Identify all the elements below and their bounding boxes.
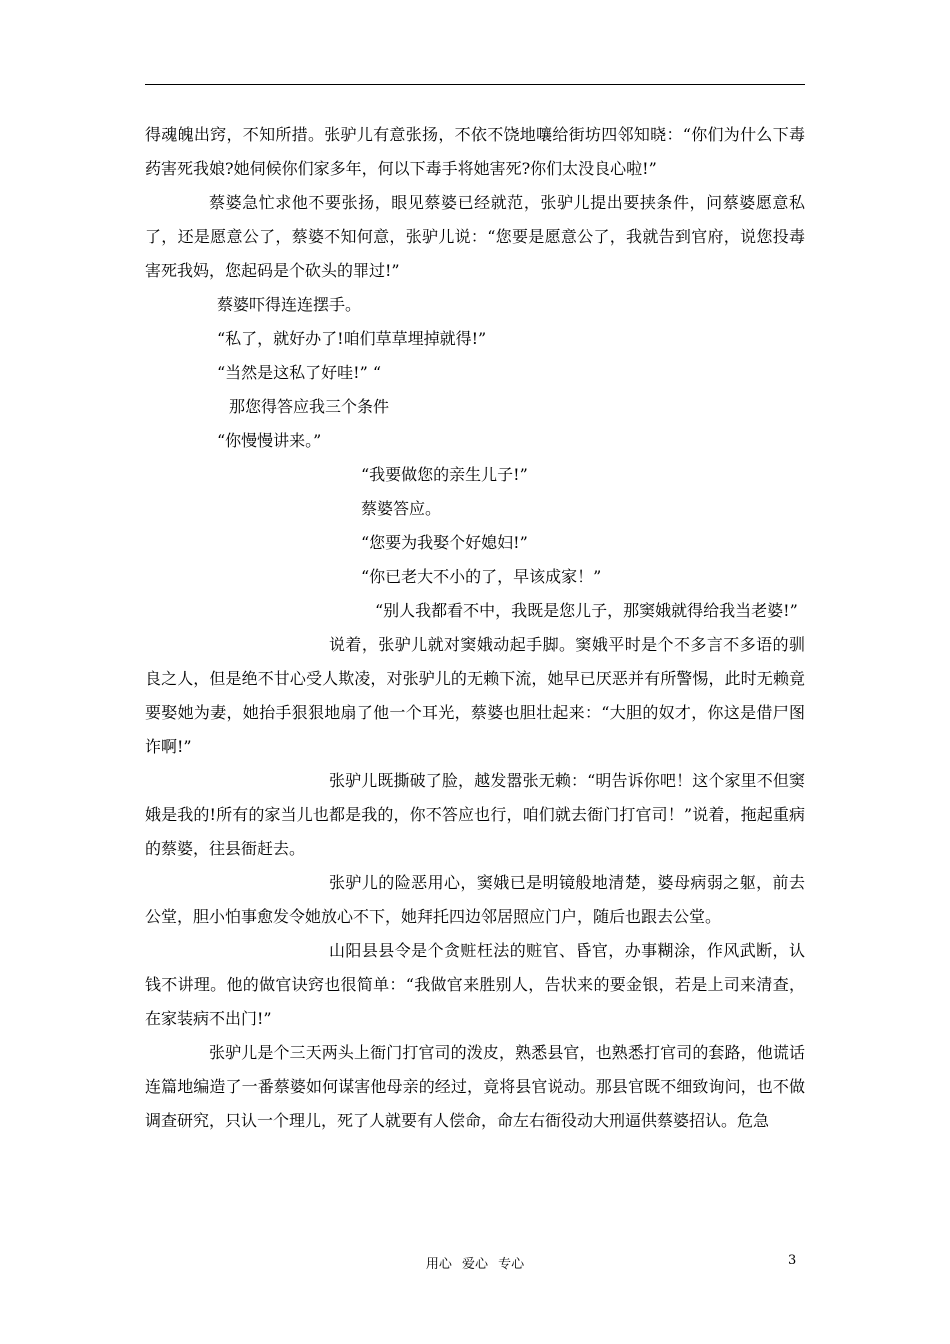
paragraph-2: 蔡婆急忙求他不要张扬，眼见蔡婆已经就范，张驴儿提出要挟条件，问蔡婆愿意私了，还是愿意公了，蔡婆不知何意，张驴儿说：“您要是愿意公了，我就告到官府，说您投毒害死我妈，您起码是个砍头的罪过!” [145,193,805,280]
dialogue-line-9: “别人我都看不中，我既是您儿子，那窦娥就得给我当老婆!” [375,601,798,620]
paragraph-3: 蔡婆吓得连连摆手。 [217,295,362,314]
paragraph-6: 张驴儿的险恶用心，窦娥已是明镜般地清楚，婆母病弱之躯，前去公堂，胆小怕事愈发令她放心不下，她拜托四边邻居照应门户，随后也跟去公堂。 [145,873,805,926]
dialogue-line-2: “当然是这私了好哇!” “ [217,363,382,382]
paragraph-5: 张驴儿既撕破了脸，越发嚣张无赖：“明告诉你吧！这个家里不但窦娥是我的!所有的家当儿也都是我的，你不答应也行，咱们就去衙门打官司！”说着，拖起重病的蔡婆，往县衙赶去。 [145,771,805,858]
paragraph-8: 张驴儿是个三天两头上衙门打官司的泼皮，熟悉县官，也熟悉打官司的套路，他谎话连篇地编造了一番蔡婆如何谋害他母亲的经过，竟将县官说动。那县官既不细致询问，也不做调查研究，只认一个理儿，死了人就要有人偿命，命左右衙役动大刑逼供蔡婆招认。危急 [145,1043,805,1130]
dialogue-line-8: “你已老大不小的了，早该成家！” [361,567,602,586]
dialogue-line-5: “我要做您的亲生儿子!” [361,465,528,484]
dialogue-line-1: “私了，就好办了!咱们草草埋掉就得!” [217,329,487,348]
dialogue-line-4: “你慢慢讲来。” [217,431,322,450]
header-rule [145,84,805,85]
paragraph-4: 说着，张驴儿就对窦娥动起手脚。窦娥平时是个不多言不多语的驯良之人，但是绝不甘心受人欺凌，对张驴儿的无赖下流，她早已厌恶并有所警惕，此时无赖竟要娶她为妻，她抬手狠狠地扇了他一个耳光，蔡婆也胆壮起来：“大胆的奴才，你这是借尸图诈啊!” [145,635,805,756]
paragraph-7: 山阳县县令是个贪赃枉法的赃官、昏官，办事糊涂，作风武断，认钱不讲理。他的做官诀窍也很简单：“我做官来胜别人，告状来的要金银，若是上司来清查，在家装病不出门!” [145,941,805,1028]
paragraph-1: 得魂魄出窍，不知所措。张驴儿有意张扬，不依不饶地嚷给街坊四邻知晓：“你们为什么下毒药害死我娘?她伺候你们家多年，何以下毒手将她害死?你们太没良心啦!” [145,125,805,178]
page-body [145,118,805,1138]
dialogue-line-3: 那您得答应我三个条件 [229,397,390,416]
dialogue-line-6: 蔡婆答应。 [361,499,442,518]
page-number: 3 [788,1253,797,1268]
footer-motto: 用心 爱心 专心 [425,1257,525,1272]
dialogue-line-7: “您要为我娶个好媳妇!” [361,533,528,552]
